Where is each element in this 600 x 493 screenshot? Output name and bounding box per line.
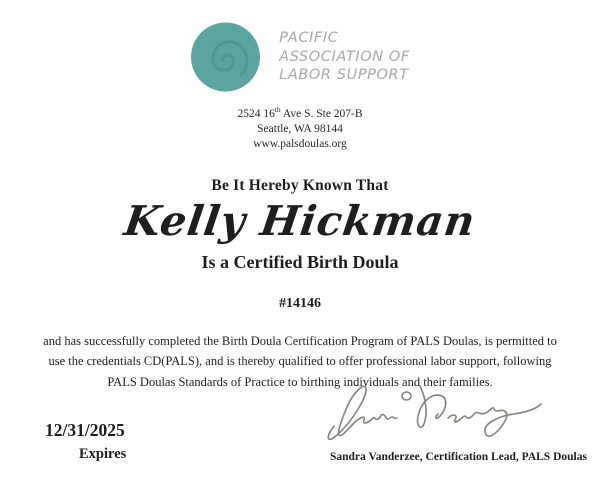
expiration-date: 12/31/2025 xyxy=(45,420,125,440)
certification-title: Is a Certified Birth Doula xyxy=(201,251,399,272)
certificate-heading: Be It Hereby Known That xyxy=(211,176,389,194)
body-line: and has successfully completed the Birth Doula Certification Program of PALS Doulas, is permitted to xyxy=(43,333,557,348)
certificate-header xyxy=(0,0,600,93)
certificate-number: #14146 xyxy=(279,295,321,311)
org-name-line: ASSOCIATION OF xyxy=(279,48,410,65)
body-line: PALS Doulas Standards of Practice to birthing individuals and their families. xyxy=(107,374,493,389)
org-address xyxy=(0,102,600,152)
body-line: use the credentials CD(PALS), and is thereby qualified to offer professional labor support, following xyxy=(48,354,552,369)
address-city: Seattle, WA 98144 xyxy=(257,122,343,135)
org-name-line: PACIFIC xyxy=(279,30,339,47)
pals-spiral-logo-icon xyxy=(190,21,261,93)
recipient-name: Kelly Hickman xyxy=(121,196,479,245)
signature-handwriting xyxy=(322,380,578,451)
org-name xyxy=(279,29,410,85)
address-street: 2524 16th Ave S. Ste 207-B xyxy=(237,105,363,120)
org-website: www.palsdoulas.org xyxy=(253,137,347,150)
org-name-line: LABOR SUPPORT xyxy=(279,67,409,84)
street-ordinal-suffix: th xyxy=(274,105,281,114)
expiration-label: Expires xyxy=(79,446,127,462)
signature-caption: Sandra Vanderzee, Certification Lead, PALS Doulas xyxy=(330,451,587,463)
